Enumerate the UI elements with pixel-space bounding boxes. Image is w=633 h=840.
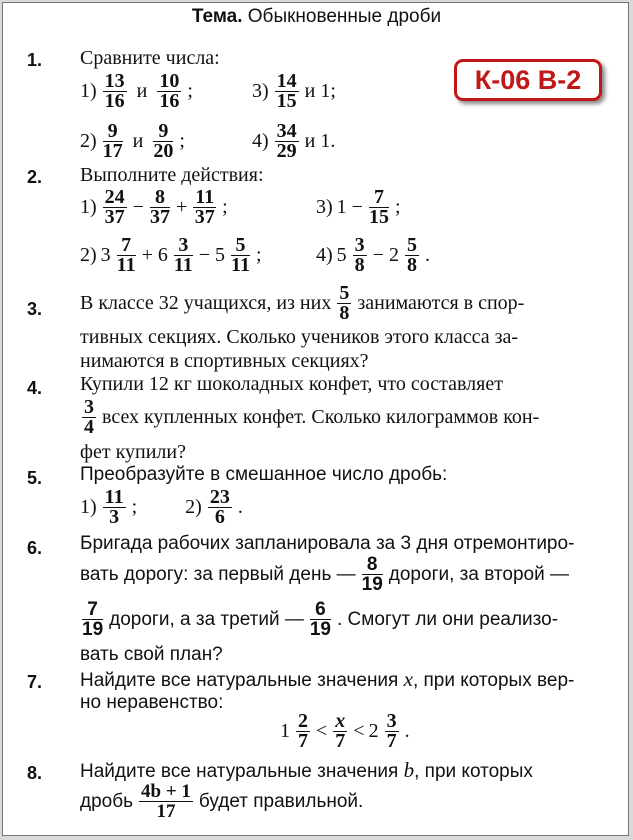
task-text: Найдите все натуральные значения b, при которых xyxy=(80,758,533,782)
task-item: 4) $\frac{34}{29}$ и 1. xyxy=(252,120,336,162)
fraction: $\frac{14}{15}$ xyxy=(276,70,297,112)
fraction: $\frac{13}{16}$ xyxy=(104,70,125,112)
task-number: 2. xyxy=(27,167,43,187)
fraction: $\frac{23}{6}$ xyxy=(209,486,230,528)
task-item: 1) $\frac{13}{16}$ и $\frac{10}{16}$ ; xyxy=(80,70,193,112)
fraction: $\frac{11}{37}$ xyxy=(194,186,215,228)
fraction: $\frac{7}{15}$ xyxy=(368,186,389,228)
task-number: 3. xyxy=(27,299,43,319)
task-item: 4) 5 $\frac{3}{8}$ − 2 $\frac{5}{8}$ . xyxy=(316,234,430,276)
fraction: $\frac{5}{8}$ xyxy=(406,234,417,276)
fraction: $\frac{x}{7}$ xyxy=(335,710,346,752)
fraction: $\frac{7}{19}$ xyxy=(82,599,104,640)
fraction: $\frac{7}{11}$ xyxy=(116,234,136,276)
variant-badge: К-06 В-2 xyxy=(454,59,602,101)
task-text: Сравните числа: xyxy=(80,47,220,69)
task-text: но неравенство: xyxy=(80,692,224,713)
task-item: 2) $\frac{9}{17}$ и $\frac{9}{20}$ ; xyxy=(80,120,185,162)
fraction: $\frac{3}{11}$ xyxy=(173,234,193,276)
fraction: $\frac{9}{20}$ xyxy=(153,120,174,162)
task-text: дробь $\frac{4b + 1}{17}$ будет правильной. xyxy=(80,781,364,822)
task-text: Купили 12 кг шоколадных конфет, что составляет xyxy=(80,373,503,395)
task-item: 3) 1 − $\frac{7}{15}$ ; xyxy=(316,186,401,228)
fraction: $\frac{3}{7}$ xyxy=(386,710,397,752)
page-title: Тема. Обыкновенные дроби xyxy=(191,6,442,27)
fraction: $\frac{8}{19}$ xyxy=(361,554,383,595)
fraction: $\frac{8}{37}$ xyxy=(149,186,170,228)
task-text: Найдите все натуральные значения x, при которых вер- xyxy=(80,667,575,691)
task-text: вать свой план? xyxy=(80,644,223,665)
task-number: 5. xyxy=(27,468,43,488)
fraction: $\frac{9}{17}$ xyxy=(102,120,123,162)
fraction: $\frac{24}{37}$ xyxy=(104,186,125,228)
fraction: $\frac{5}{11}$ xyxy=(231,234,250,276)
task-item: 3) $\frac{14}{15}$ и 1; xyxy=(252,70,336,112)
task-number: 4. xyxy=(27,378,43,398)
fraction: $\frac{3}{4}$ xyxy=(84,396,94,438)
task-item: 1) $\frac{11}{3}$ ; 2) $\frac{23}{6}$ . xyxy=(80,486,243,528)
fraction: $\frac{6}{19}$ xyxy=(309,599,331,640)
task-text: $\frac{3}{4}$ всех купленных конфет. Сколько килограммов кон- xyxy=(84,396,540,438)
task-text: В классе 32 учащихся, из них $\frac{5}{8}$ занимаются в спор- xyxy=(80,282,525,324)
task-text: Выполните действия: xyxy=(80,164,264,186)
task-item: 1) $\frac{24}{37}$ − $\frac{8}{37}$ + $\frac{11}{37}$ ; xyxy=(80,186,228,228)
fraction: $\frac{10}{16}$ xyxy=(159,70,180,112)
task-number: 7. xyxy=(27,672,43,692)
inequality: 1 $\frac{2}{7}$ < $\frac{x}{7}$ < 2 $\frac{3}{7}$ . xyxy=(280,710,410,752)
task-text: Преобразуйте в смешанное число дробь: xyxy=(80,464,448,485)
fraction: $\frac{2}{7}$ xyxy=(298,710,308,752)
fraction: $\frac{3}{8}$ xyxy=(354,234,365,276)
task-number: 8. xyxy=(27,763,43,783)
fraction: $\frac{34}{29}$ xyxy=(276,120,297,162)
fraction: $\frac{11}{3}$ xyxy=(104,486,124,528)
task-item: 2) 3 $\frac{7}{11}$ + 6 $\frac{3}{11}$ − 5 $\frac{5}{11}$ ; xyxy=(80,234,262,276)
task-text: тивных секциях. Сколько учеников этого класса за- xyxy=(80,326,519,348)
task-text: фет купили? xyxy=(80,441,186,463)
task-text: нимаются в спортивных секциях? xyxy=(80,350,369,372)
fraction: $\frac{4b + 1}{17}$ xyxy=(141,781,191,822)
task-text: Бригада рабочих запланировала за 3 дня отремонтиро- xyxy=(80,533,575,554)
task-number: 1. xyxy=(27,50,43,70)
task-text: $\frac{7}{19}$ дороги, а за третий — $\frac{6}{19}$ . Смогут ли они реализо- xyxy=(82,599,559,640)
task-text: вать дорогу: за первый день — $\frac{8}{19}$ дороги, за второй — xyxy=(80,554,569,595)
task-number: 6. xyxy=(27,538,43,558)
fraction: $\frac{5}{8}$ xyxy=(339,282,350,324)
